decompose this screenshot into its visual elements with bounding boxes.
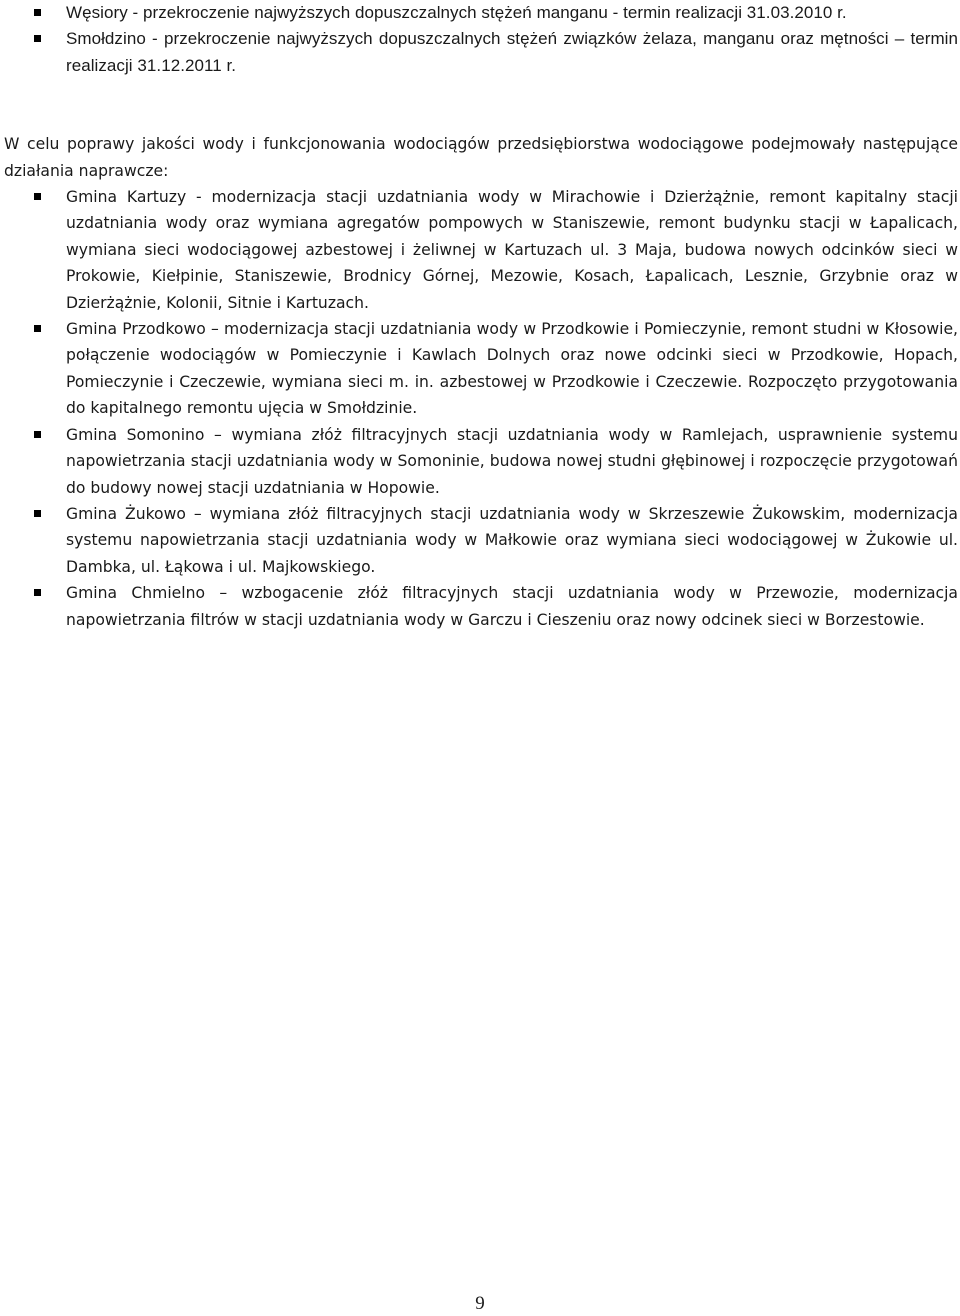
remedial-actions-list [4,184,958,633]
list-item-text: Gmina Żukowo – wymiana złóż filtracyjnych stacji uzdatniania wody w Skrzeszewie Żukowskim, modernizacja systemu napowietrzania stacji uzdatniania wody w Małkowie oraz wymiana sieci wodociągowej w Żukowie ul. Dambka, ul. Łąkowa i ul. Majkowskiego. [66,504,958,576]
square-bullet-icon [34,9,41,16]
list-item [4,184,958,316]
deadline-list [4,0,958,79]
list-item [4,501,958,580]
square-bullet-icon [34,193,41,200]
list-item [4,580,958,633]
list-item-text: Gmina Chmielno – wzbogacenie złóż filtracyjnych stacji uzdatniania wody w Przewozie, modernizacja napowietrzania filtrów w stacji uzdatniania wody w Garczu i Cieszeniu oraz nowy odcinek sieci w Borzestowie. [66,584,958,629]
square-bullet-icon [34,431,41,438]
list-item [4,316,958,422]
square-bullet-icon [34,510,41,517]
list-item [4,422,958,501]
intro-paragraph: W celu poprawy jakości wody i funkcjonowania wodociągów przedsiębiorstwa wodociągowe podejmowały następujące działania naprawcze: [4,135,958,180]
page-number: 9 [475,1293,485,1314]
list-item-text: Gmina Przodkowo – modernizacja stacji uzdatniania wody w Przodkowie i Pomieczynie, remont studni w Kłosowie, połączenie wodociągów w Pomieczynie i Kawlach Dolnych oraz nowe odcinki sieci w Przodkowie, Hopach, Pomieczynie i Czeczewie, wymiana sieci m. in. azbestowej w Przodkowie i Czeczewie. Rozpoczęto przygotowania do kapitalnego remontu ujęcia w Smołdzinie. [66,320,958,418]
list-item [4,0,958,26]
list-item-text: Węsiory - przekroczenie najwyższych dopuszczalnych stężeń manganu - termin realizacji 31.03.2010 r. [66,3,847,22]
square-bullet-icon [34,325,41,332]
list-item-text: Gmina Kartuzy - modernizacja stacji uzdatniania wody w Mirachowie i Dzierżążnie, remont kapitalny stacji uzdatniania wody oraz wymiana agregatów pompowych w Staniszewie, remont budynku stacji w Łapalicach, wymiana sieci wodociągowej azbestowej i żeliwnej w Kartuzach ul. 3 Maja, budowa nowych odcinków sieci w Prokowie, Kiełpinie, Staniszewie, Brodnicy Górnej, Mezowie, Kosach, Łapalicach, Lesznie, Grzybnie oraz w Dzierżążnie, Kolonii, Sitnie i Kartuzach. [66,188,958,312]
body-section [4,131,958,633]
square-bullet-icon [34,589,41,596]
page-content [4,0,958,633]
square-bullet-icon [34,35,41,42]
list-item-text: Smołdzino - przekroczenie najwyższych dopuszczalnych stężeń związków żelaza, manganu oraz mętności – termin realizacji 31.12.2011 r. [66,29,958,75]
list-item-text: Gmina Somonino – wymiana złóż filtracyjnych stacji uzdatniania wody w Ramlejach, usprawnienie systemu napowietrzania stacji uzdatniania wody w Somoninie, budowa nowej studni głębinowej i rozpoczęcie przygotowań do budowy nowej stacji uzdatniania w Hopowie. [66,425,958,497]
list-item [4,26,958,79]
